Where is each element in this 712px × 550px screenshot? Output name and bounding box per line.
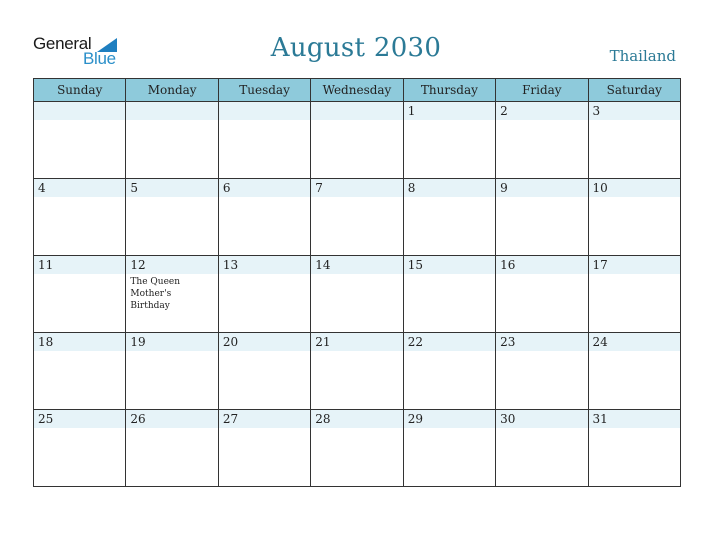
calendar-day-cell bbox=[403, 410, 495, 487]
calendar-day-cell bbox=[34, 102, 126, 179]
weekday-friday: Friday bbox=[496, 79, 588, 102]
weekday-saturday: Saturday bbox=[588, 79, 680, 102]
weekday-tuesday: Tuesday bbox=[218, 79, 310, 102]
calendar-day-cell bbox=[311, 179, 403, 256]
date-band bbox=[404, 333, 495, 351]
date-band bbox=[34, 256, 125, 274]
weekday-wednesday: Wednesday bbox=[311, 79, 403, 102]
calendar-day-cell bbox=[311, 410, 403, 487]
calendar-day-cell bbox=[218, 179, 310, 256]
date-band bbox=[589, 179, 680, 197]
day-number: 30 bbox=[500, 412, 516, 426]
holiday-event: The Queen Mother's Birthday bbox=[130, 277, 181, 311]
day-number: 8 bbox=[407, 181, 416, 195]
calendar-day-cell bbox=[496, 179, 588, 256]
calendar-day-cell bbox=[218, 102, 310, 179]
calendar-day-cell bbox=[403, 333, 495, 410]
date-band bbox=[126, 410, 217, 428]
date-band bbox=[496, 333, 587, 351]
date-band bbox=[219, 256, 310, 274]
date-band bbox=[34, 179, 125, 197]
calendar-day-cell bbox=[496, 410, 588, 487]
date-band bbox=[34, 410, 125, 428]
weekday-sunday: Sunday bbox=[34, 79, 126, 102]
calendar-day-cell bbox=[403, 102, 495, 179]
day-number: 3 bbox=[592, 104, 601, 118]
calendar-day-cell bbox=[588, 333, 680, 410]
day-number: 10 bbox=[592, 181, 608, 195]
calendar-day-cell bbox=[496, 102, 588, 179]
date-band bbox=[311, 102, 402, 120]
logo-text-general: General bbox=[33, 34, 92, 53]
calendar-day-cell bbox=[311, 256, 403, 333]
calendar-day-cell bbox=[218, 410, 310, 487]
weekday-header-row bbox=[34, 79, 681, 102]
day-number: 16 bbox=[500, 258, 516, 272]
day-number: 2 bbox=[500, 104, 508, 118]
date-band bbox=[589, 410, 680, 428]
page-title: August 2030 bbox=[270, 33, 442, 63]
date-band bbox=[34, 333, 125, 351]
calendar-day-cell bbox=[126, 256, 218, 333]
date-band bbox=[404, 179, 495, 197]
date-band bbox=[404, 102, 495, 120]
date-band bbox=[496, 179, 587, 197]
date-band bbox=[219, 179, 310, 197]
calendar-day-cell bbox=[34, 410, 126, 487]
country-label: Thailand bbox=[609, 47, 676, 65]
calendar-day-cell bbox=[126, 102, 218, 179]
day-number: 31 bbox=[592, 412, 608, 426]
date-band bbox=[496, 102, 587, 120]
calendar-day-cell bbox=[126, 179, 218, 256]
day-number: 13 bbox=[222, 258, 239, 272]
day-number: 1 bbox=[407, 104, 416, 118]
calendar-day-cell bbox=[588, 102, 680, 179]
day-number: 12 bbox=[130, 258, 146, 272]
calendar-day-cell bbox=[126, 410, 218, 487]
day-number: 29 bbox=[407, 412, 423, 426]
date-band bbox=[311, 179, 402, 197]
date-band bbox=[311, 410, 402, 428]
date-band bbox=[219, 333, 310, 351]
calendar-body bbox=[34, 102, 681, 487]
date-band bbox=[219, 410, 310, 428]
date-band bbox=[126, 333, 217, 351]
calendar-day-cell bbox=[403, 179, 495, 256]
date-band bbox=[311, 333, 402, 351]
date-band bbox=[589, 333, 680, 351]
calendar-week-row bbox=[34, 256, 681, 333]
calendar-day-cell bbox=[34, 179, 126, 256]
date-band bbox=[589, 256, 680, 274]
date-band bbox=[126, 102, 217, 120]
date-band bbox=[126, 179, 217, 197]
day-number: 26 bbox=[130, 412, 146, 426]
day-number: 7 bbox=[315, 181, 323, 195]
date-band bbox=[496, 410, 587, 428]
calendar-week-row bbox=[34, 102, 681, 179]
date-band bbox=[404, 256, 495, 274]
calendar-day-cell bbox=[34, 256, 126, 333]
calendar-day-cell bbox=[311, 102, 403, 179]
day-number: 23 bbox=[500, 335, 516, 349]
calendar-day-cell bbox=[218, 333, 310, 410]
calendar-day-cell bbox=[34, 333, 126, 410]
day-number: 6 bbox=[222, 181, 231, 195]
date-band bbox=[311, 256, 402, 274]
calendar-day-cell bbox=[496, 256, 588, 333]
date-band bbox=[496, 256, 587, 274]
calendar-day-cell bbox=[403, 256, 495, 333]
calendar-day-cell bbox=[588, 179, 680, 256]
calendar-day-cell bbox=[496, 333, 588, 410]
date-band bbox=[126, 256, 217, 274]
day-number: 15 bbox=[407, 258, 423, 272]
logo-text-blue: Blue bbox=[83, 49, 116, 68]
weekday-monday: Monday bbox=[126, 79, 218, 102]
day-number: 22 bbox=[407, 335, 423, 349]
day-number: 9 bbox=[500, 181, 508, 195]
weekday-thursday: Thursday bbox=[403, 79, 495, 102]
calendar-grid bbox=[33, 78, 681, 487]
calendar-day-cell bbox=[588, 410, 680, 487]
calendar-day-cell bbox=[126, 333, 218, 410]
day-number: 19 bbox=[130, 335, 146, 349]
day-number: 18 bbox=[38, 335, 54, 349]
date-band bbox=[404, 410, 495, 428]
calendar-day-cell bbox=[588, 256, 680, 333]
day-number: 17 bbox=[592, 258, 608, 272]
day-number: 24 bbox=[592, 335, 608, 349]
day-number: 25 bbox=[38, 412, 54, 426]
day-number: 21 bbox=[315, 335, 331, 349]
calendar-week-row bbox=[34, 179, 681, 256]
date-band bbox=[34, 102, 125, 120]
date-band bbox=[219, 102, 310, 120]
calendar-day-cell bbox=[311, 333, 403, 410]
day-number: 4 bbox=[38, 181, 46, 195]
day-number: 5 bbox=[130, 181, 139, 195]
date-band bbox=[589, 102, 680, 120]
day-number: 27 bbox=[222, 412, 239, 426]
calendar-week-row bbox=[34, 410, 681, 487]
day-number: 28 bbox=[315, 412, 331, 426]
day-number: 20 bbox=[222, 335, 239, 349]
calendar-week-row bbox=[34, 333, 681, 410]
day-number: 11 bbox=[38, 258, 54, 272]
day-number: 14 bbox=[315, 258, 331, 272]
calendar-day-cell bbox=[218, 256, 310, 333]
